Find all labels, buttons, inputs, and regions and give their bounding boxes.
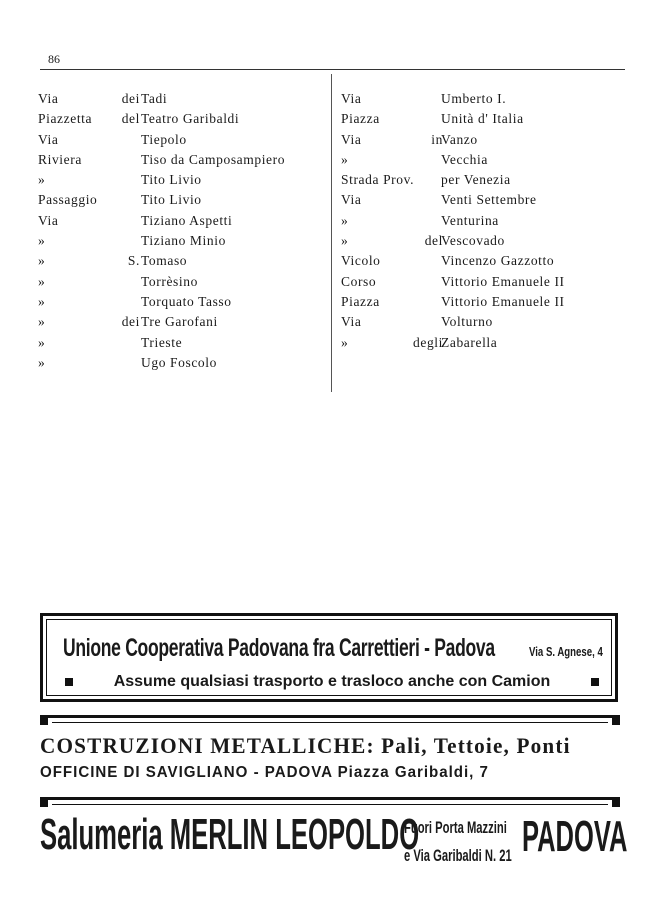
separator-rule-thick	[40, 715, 620, 718]
street-name: Vescovado	[441, 233, 505, 249]
street-type: Via	[341, 314, 362, 330]
street-row	[38, 333, 328, 353]
page-number: 86	[48, 52, 60, 66]
street-name: Venturina	[441, 212, 499, 228]
street-particle: del	[424, 233, 443, 249]
street-particle: del	[121, 111, 140, 127]
street-row	[341, 109, 621, 129]
street-particle: degli	[413, 334, 443, 350]
square-marker-icon	[40, 717, 48, 725]
street-name: Tito Livio	[141, 172, 202, 188]
ad-cooperativa-tagline: Assume qualsiasi trasporto e trasloco anche con Camion	[113, 673, 551, 690]
ad-salumeria-address-line2: e Via Garibaldi N. 21	[404, 846, 512, 865]
street-type: »	[341, 334, 349, 350]
ad-costruzioni-title: COSTRUZIONI METALLICHE: Pali, Tettoie, Ponti	[40, 733, 571, 758]
street-row	[341, 211, 621, 231]
street-name: Zabarella	[441, 334, 498, 350]
street-row	[341, 251, 621, 271]
street-row	[38, 251, 328, 271]
street-particle: in	[431, 131, 443, 147]
street-type: Via	[341, 91, 362, 106]
street-type: Via	[341, 192, 362, 208]
street-type: Piazza	[341, 293, 380, 309]
ad-cooperativa-inner-border	[46, 619, 612, 696]
street-name: Tiso da Camposampiero	[141, 151, 286, 167]
street-type: »	[38, 273, 46, 289]
square-marker-icon	[612, 799, 620, 807]
ad-salumeria-address-line1: Fuori Porta Mazzini	[404, 818, 507, 837]
ad-cooperativa-box	[40, 613, 618, 702]
street-row	[38, 211, 328, 231]
street-type: »	[38, 314, 46, 330]
street-type: Vicolo	[341, 253, 381, 269]
ad-cooperativa-title: Unione Cooperativa Padovana fra Carrettieri - Padova	[63, 634, 495, 662]
street-name: Tomaso	[141, 253, 188, 269]
street-type: »	[341, 233, 349, 249]
street-row	[341, 89, 621, 109]
street-type: »	[38, 172, 46, 188]
street-type: Piazzetta	[38, 111, 93, 127]
street-type: »	[341, 212, 349, 228]
street-type: »	[38, 253, 46, 269]
street-type: Strada Prov.	[341, 172, 415, 188]
street-type: »	[38, 354, 46, 370]
ad-costruzioni-subtitle: OFFICINE DI SAVIGLIANO - PADOVA Piazza Garibaldi, 7	[40, 764, 489, 781]
street-name: Torquato Tasso	[141, 293, 232, 309]
street-row	[38, 292, 328, 312]
street-name: Trieste	[141, 334, 183, 350]
street-type: »	[38, 293, 46, 309]
ad-cooperativa-tagline-row	[65, 673, 599, 691]
street-row	[38, 272, 328, 292]
street-name: Tiepolo	[141, 131, 187, 147]
street-type: Via	[38, 131, 59, 147]
street-type: Via	[38, 212, 59, 228]
street-type: »	[38, 334, 46, 350]
street-row	[341, 150, 621, 170]
street-row	[38, 130, 328, 150]
street-name: Venti Settembre	[441, 192, 537, 208]
separator-rule-thin	[52, 722, 608, 723]
street-row	[38, 231, 328, 251]
ad-salumeria-city: PADOVA	[522, 812, 628, 861]
street-name: Umberto I.	[441, 91, 507, 106]
street-row	[341, 130, 621, 150]
column-divider	[331, 74, 332, 392]
street-type: »	[38, 233, 46, 249]
square-bullet-icon	[65, 678, 73, 686]
street-type: Corso	[341, 273, 377, 289]
square-marker-icon	[40, 799, 48, 807]
street-row	[38, 312, 328, 332]
street-row	[38, 170, 328, 190]
street-name: Tre Garofani	[141, 314, 218, 330]
street-row	[341, 292, 621, 312]
street-name: Vittorio Emanuele II	[441, 273, 565, 289]
street-name: Torrèsino	[141, 273, 198, 289]
ad-salumeria-name	[40, 810, 419, 860]
street-list-left	[38, 89, 328, 373]
separator-rule-thin	[52, 804, 608, 805]
street-type: Piazza	[341, 111, 380, 127]
street-type: »	[341, 151, 349, 167]
street-particle: S.	[127, 253, 140, 269]
street-name: Unità d' Italia	[441, 111, 524, 127]
street-name: Vanzo	[441, 131, 478, 147]
street-row	[341, 170, 621, 190]
separator-rule-thick	[40, 797, 620, 800]
square-bullet-icon	[591, 678, 599, 686]
street-name: per Venezia	[441, 172, 511, 188]
street-name: Vincenzo Gazzotto	[441, 253, 555, 269]
street-row	[38, 89, 328, 109]
street-row	[341, 312, 621, 332]
street-particle: dei	[121, 91, 140, 106]
street-type: Passaggio	[38, 192, 98, 208]
street-row	[341, 333, 621, 353]
ad-cooperativa-address: Via S. Agnese, 4	[529, 644, 603, 659]
street-name: Vittorio Emanuele II	[441, 293, 565, 309]
street-name: Volturno	[441, 314, 493, 330]
street-name: Vecchia	[441, 151, 488, 167]
street-name: Tiziano Minio	[141, 233, 226, 249]
header-rule	[40, 69, 625, 70]
square-marker-icon	[612, 717, 620, 725]
street-row	[38, 190, 328, 210]
street-type: Via	[341, 131, 362, 147]
ad-salumeria-prefix: Salumeria	[40, 810, 163, 859]
street-name: Ugo Foscolo	[141, 354, 217, 370]
street-row	[38, 109, 328, 129]
street-list-right	[341, 89, 621, 353]
street-row	[38, 150, 328, 170]
street-row	[38, 353, 328, 373]
ad-salumeria-owner: MERLIN LEOPOLDO	[169, 810, 420, 859]
street-type: Via	[38, 91, 59, 106]
street-row	[341, 272, 621, 292]
street-name: Tiziano Aspetti	[141, 212, 233, 228]
street-row	[341, 190, 621, 210]
street-type: Riviera	[38, 151, 82, 167]
street-name: Tito Livio	[141, 192, 202, 208]
street-name: Teatro Garibaldi	[141, 111, 240, 127]
street-name: Tadi	[141, 91, 168, 106]
street-particle: dei	[121, 314, 140, 330]
street-row	[341, 231, 621, 251]
